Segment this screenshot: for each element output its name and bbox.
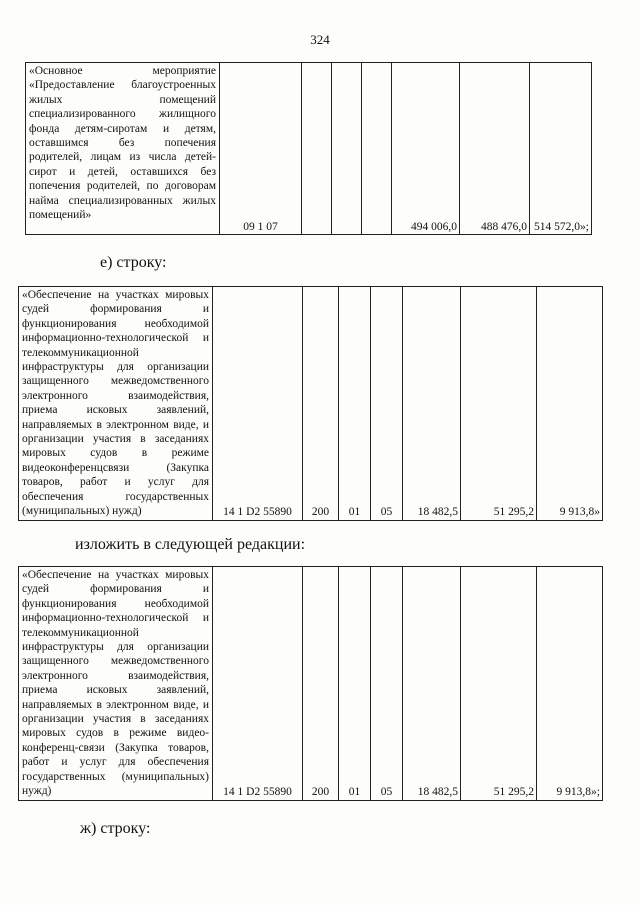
amount-year-2: 51 295,2 (461, 287, 537, 521)
section-code: 01 (339, 287, 371, 521)
amount-year-1: 18 482,5 (403, 567, 461, 801)
amount-year-2: 488 476,0 (460, 63, 530, 235)
amount-year-3: 9 913,8»; (537, 567, 603, 801)
section-code (332, 63, 362, 235)
target-article-code: 14 1 D2 55890 (213, 287, 303, 521)
section-code: 01 (339, 567, 371, 801)
caption-item-zh: ж) строку: (80, 820, 151, 837)
expense-type-code: 200 (303, 287, 339, 521)
subsection-code: 05 (371, 567, 403, 801)
expense-type-code (302, 63, 332, 235)
target-article-code: 14 1 D2 55890 (213, 567, 303, 801)
row-description: «Обеспечение на участках мировых судей формирования и функционирования необходимой информационно-технологической и телекоммуникационной инфраструктуры для организации защищенного межведомственного электронного взаимодействия, приема исковых заявлений, направляемых в электронном виде, и организации участия в заседаниях мировых судов в режиме видеоконференцсвязи (Закупка товаров, работ и услуг для обеспечения государственных (муниципальных) нужд) (19, 287, 213, 521)
subsection-code (362, 63, 392, 235)
caption-new-edition: изложить в следующей редакции: (75, 536, 306, 553)
subsection-code: 05 (371, 287, 403, 521)
expense-type-code: 200 (303, 567, 339, 801)
target-article-code: 09 1 07 (220, 63, 302, 235)
amount-year-2: 51 295,2 (461, 567, 537, 801)
row-description: «Обеспечение на участках мировых судей формирования и функционирования необходимой информационно-технологической и телекоммуникационной инфраструктуры для организации защищенного межведомственного электронного взаимодействия, приема исковых заявлений, направляемых в электронном виде, и организации участия в заседаниях мировых судов в режиме видео-конференц-связи (Закупка товаров, работ и услуг для обеспечения государственных (муниципальных) нужд) (19, 567, 213, 801)
amount-year-3: 514 572,0»; (530, 63, 592, 235)
budget-table-row-3 (18, 566, 603, 801)
caption-item-e: е) строку: (100, 254, 167, 271)
row-description: «Основное мероприятие «Предоставление благоустроенных жилых помещений специализированного жилищного фонда детям-сиротам и детям, оставшимся без попечения родителей, лицам из числа детей-сирот и детей, оставшихся без попечения родителей, по договорам найма специализированных жилых помещений» (26, 63, 220, 235)
amount-year-1: 18 482,5 (403, 287, 461, 521)
amount-year-3: 9 913,8» (537, 287, 603, 521)
budget-table-row-1 (25, 62, 592, 235)
page-number: 324 (310, 32, 330, 47)
budget-table-row-2 (18, 286, 603, 521)
amount-year-1: 494 006,0 (392, 63, 460, 235)
